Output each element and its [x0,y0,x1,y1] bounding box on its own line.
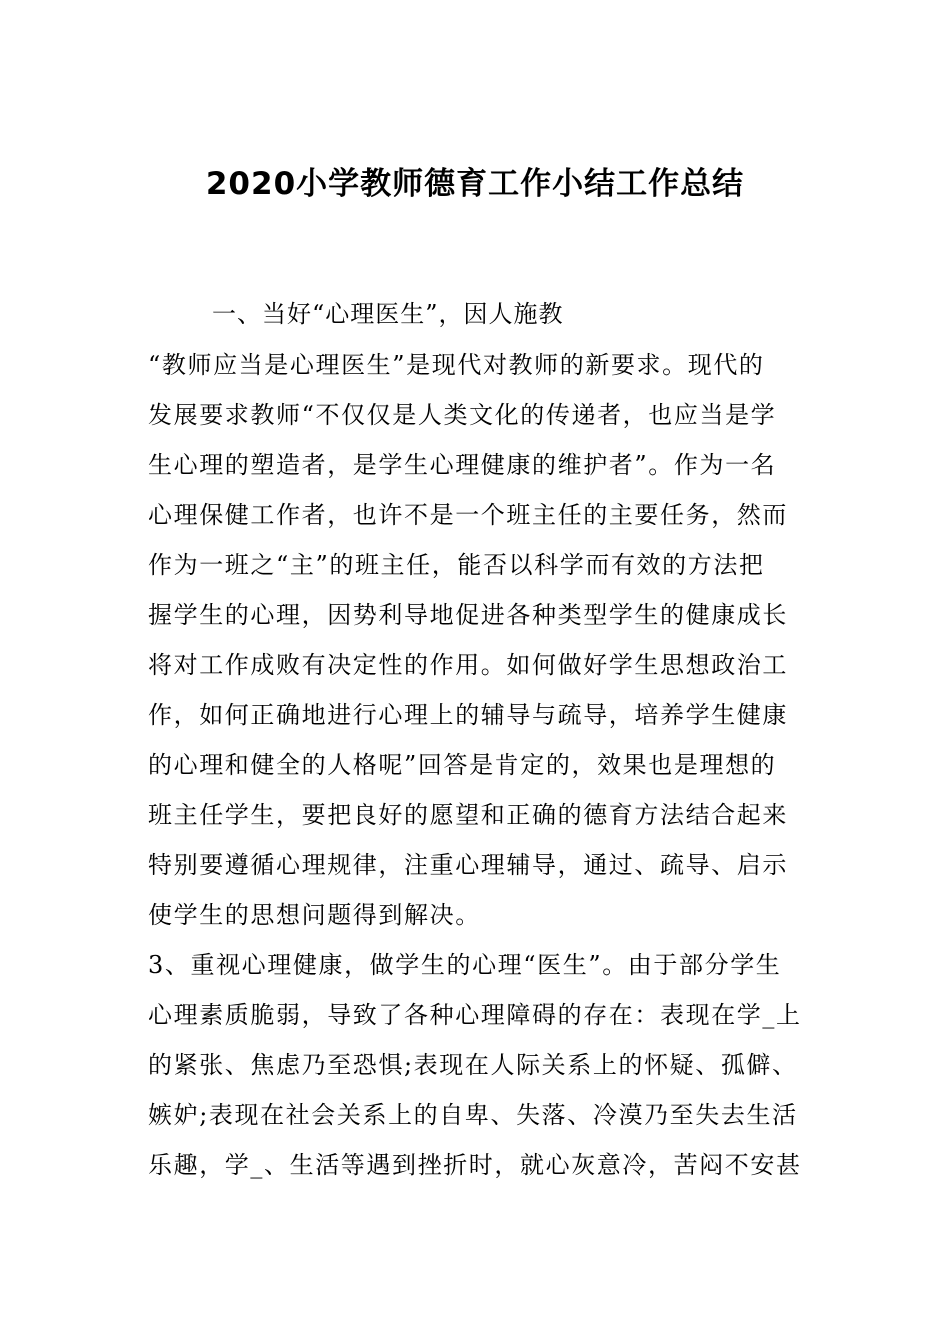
text-line: 嫉妒;表现在社会关系上的自卑、失落、冷漠乃至失去生活 [148,1101,798,1129]
text-line: 将对工作成败有决定性的作用。如何做好学生思想政治工 [148,651,788,679]
text-line: 的心理和健全的人格呢”回答是肯定的，效果也是理想的 [148,751,777,779]
text-line: 班主任学生，要把良好的愿望和正确的德育方法结合起来 [148,801,788,829]
text-line: 特别要遵循心理规律，注重心理辅导，通过、疏导、启示 [148,851,788,879]
text-line: 作为一班之“主”的班主任，能否以科学而有效的方法把 [148,551,765,579]
text-line: 的紧张、焦虑乃至恐惧;表现在人际关系上的怀疑、孤僻、 [148,1051,798,1079]
text-line: 心理素质脆弱，导致了各种心理障碍的存在：表现在学_上 [148,1001,802,1029]
document-title: 2020小学教师德育工作小结工作总结 [205,166,745,202]
text-line: “教师应当是心理医生”是现代对教师的新要求。现代的 [148,351,765,379]
text-line: 使学生的思想问题得到解决。 [148,901,481,929]
section-heading: 一、当好“心理医生”，因人施教 [212,300,564,328]
text-line: 作，如何正确地进行心理上的辅导与疏导，培养学生健康 [148,701,788,729]
body-text [148,340,808,1190]
text-line: 握学生的心理，因势利导地促进各种类型学生的健康成长 [148,601,788,629]
text-line: 发展要求教师“不仅仅是人类文化的传递者，也应当是学 [148,401,777,429]
text-line: 生心理的塑造者，是学生心理健康的维护者”。作为一名 [148,451,777,479]
text-line: 乐趣，学_、生活等遇到挫折时，就心灰意冷，苦闷不安甚 [148,1151,802,1179]
text-line: 3、重视心理健康，做学生的心理“医生”。由于部分学生 [148,951,782,979]
text-line: 心理保健工作者，也许不是一个班主任的主要任务，然而 [148,501,788,529]
